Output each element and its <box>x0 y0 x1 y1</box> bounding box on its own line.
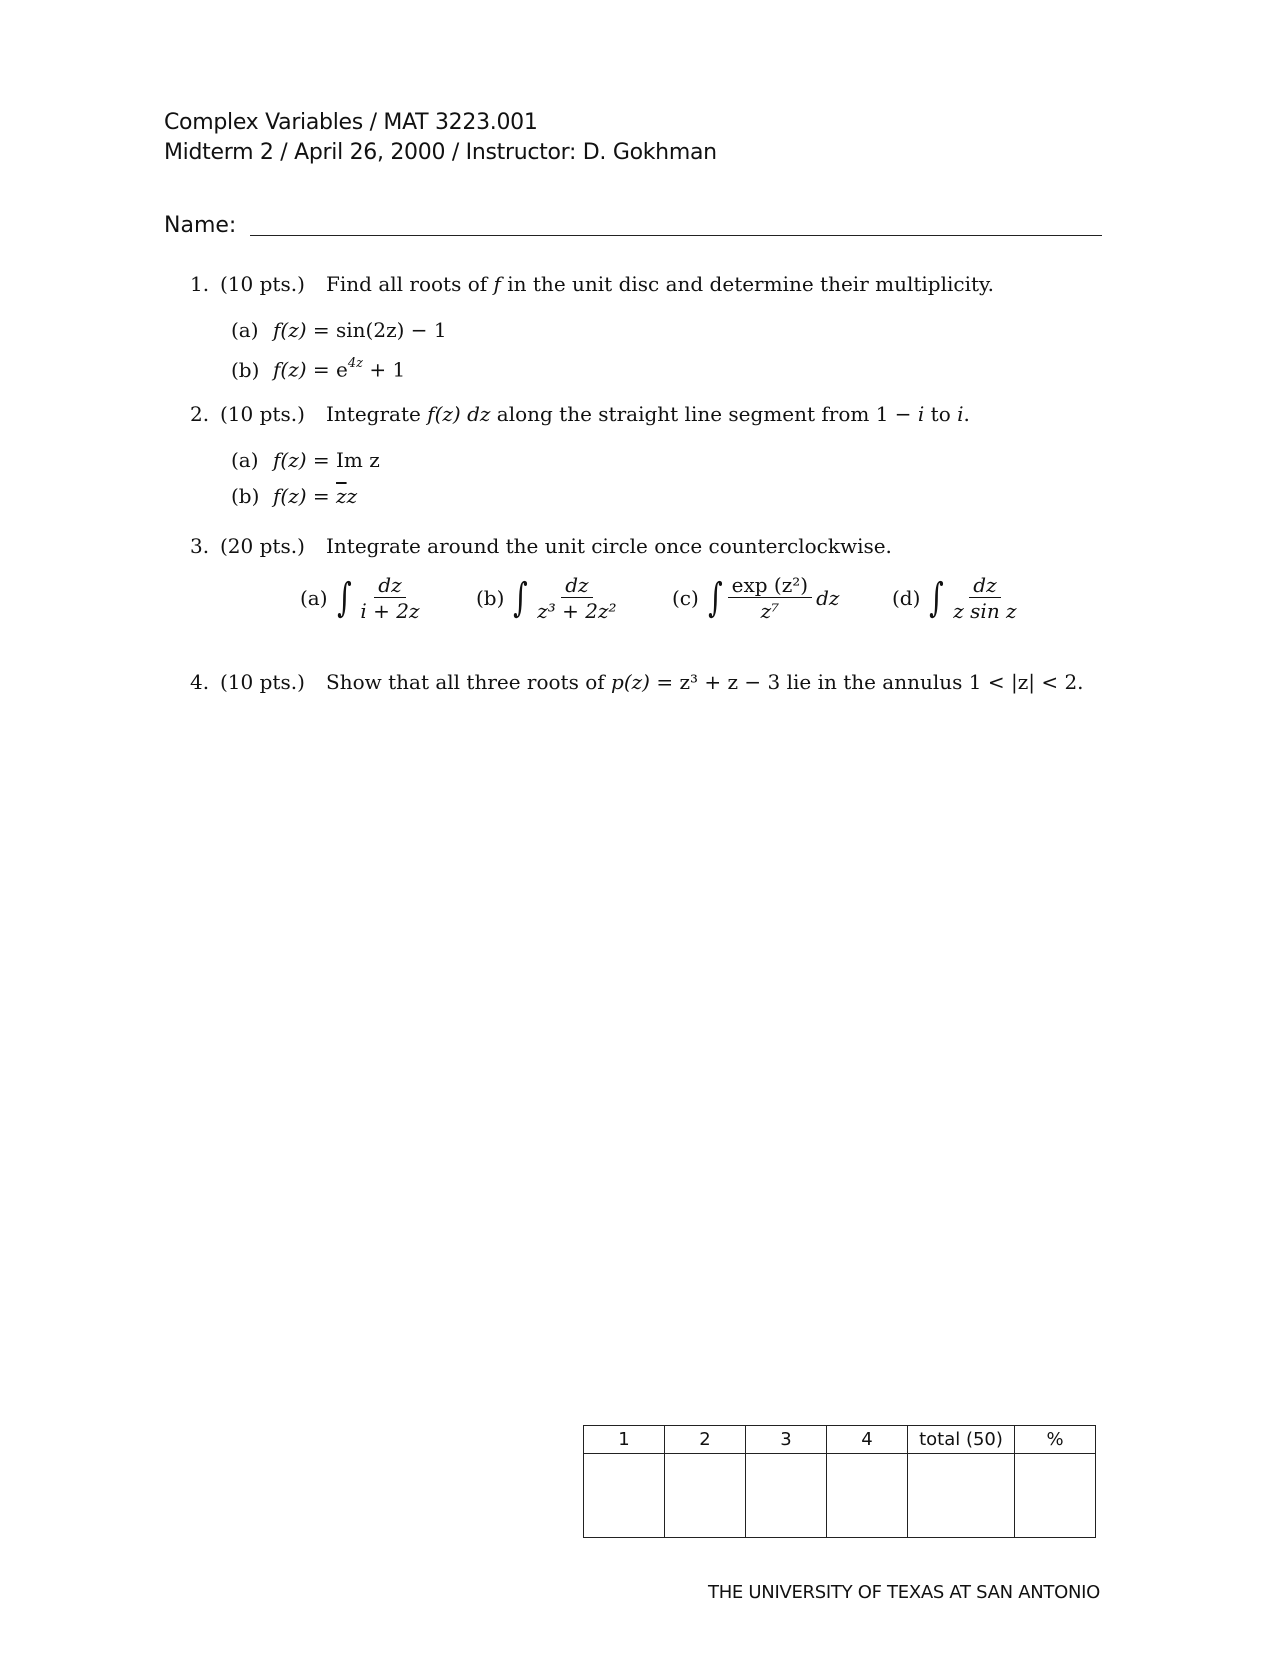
integral-b: (b) ∫ $\frac{dz}{\text{z³ + 2z²}}$ <box>476 574 621 622</box>
question-1a: (a) f(z) = sin(2z) − 1 <box>231 318 447 342</box>
question-2b: (b) $f(z) = \overline{z}z$ <box>231 484 358 508</box>
question-1: 1. (10 pts.) Find all roots of f in the unit disc and determine their multiplicity. <box>190 272 995 296</box>
integral-b-fraction: $\frac{dz}{\text{z³ + 2z²}}$ <box>537 573 617 623</box>
integral-c-fraction: $\frac{\text{exp (z²)}}{\text{z⁷}}$ <box>728 574 812 622</box>
score-box-1[interactable] <box>584 1454 665 1538</box>
question-1b: (b) $f(z) = e^{4z} + 1$ <box>231 356 406 382</box>
question-2-number: 2. <box>190 402 210 426</box>
question-2a: (a) f(z) = Im z <box>231 448 380 472</box>
score-table-entries <box>584 1454 1096 1538</box>
university-footer: THE UNIVERSITY OF TEXAS AT SAN ANTONIO <box>708 1582 1100 1603</box>
integral-sign-icon: ∫ <box>336 575 352 621</box>
score-box-2[interactable] <box>665 1454 746 1538</box>
score-box-percent[interactable] <box>1015 1454 1096 1538</box>
score-header-3: 3 <box>746 1426 827 1454</box>
integral-d-fraction: $\frac{dz}{\text{z sin z}}$ <box>953 573 1017 623</box>
score-box-3[interactable] <box>746 1454 827 1538</box>
integral-sign-icon: ∫ <box>513 575 529 621</box>
integral-sign-icon: ∫ <box>929 575 945 621</box>
course-title: Complex Variables / MAT 3223.001 <box>164 110 538 135</box>
name-label: Name: <box>164 213 237 238</box>
score-header-2: 2 <box>665 1426 746 1454</box>
integral-a: (a) ∫ $\frac{dz}{i + 2z}$ <box>300 574 424 622</box>
question-4: 4. (10 pts.) Show that all three roots of p(z) = z³ + z − 3 lie in the annulus 1 < |z| < 2. <box>190 670 1084 694</box>
question-3: 3. (20 pts.) Integrate around the unit circle once counterclockwise. <box>190 534 892 558</box>
score-box-4[interactable] <box>827 1454 908 1538</box>
name-field-line[interactable] <box>250 235 1102 236</box>
score-header-1: 1 <box>584 1426 665 1454</box>
question-2: 2. (10 pts.) Integrate f(z) dz along the straight line segment from 1 − i to i. <box>190 402 970 426</box>
integral-sign-icon: ∫ <box>707 575 723 621</box>
name-row <box>164 213 1102 243</box>
question-1-points: (10 pts.) <box>220 272 305 296</box>
question-3-points: (20 pts.) <box>220 534 305 558</box>
integral-c: (c) ∫ $\frac{\text{exp (z²)}}{\text{z⁷}}$ dz <box>672 573 840 623</box>
question-1-number: 1. <box>190 272 210 296</box>
score-table <box>583 1425 1096 1538</box>
exam-info: Midterm 2 / April 26, 2000 / Instructor: D. Gokhman <box>164 140 717 165</box>
integral-d: (d) ∫ $\frac{dz}{\text{z sin z}}$ <box>892 574 1021 622</box>
score-box-total[interactable] <box>908 1454 1015 1538</box>
score-table-header <box>584 1426 1096 1454</box>
score-header-4: 4 <box>827 1426 908 1454</box>
question-4-points: (10 pts.) <box>220 670 305 694</box>
question-4-number: 4. <box>190 670 210 694</box>
score-header-total: total (50) <box>908 1426 1015 1454</box>
score-header-percent: % <box>1015 1426 1096 1454</box>
integral-a-fraction: $\frac{dz}{i + 2z}$ <box>360 573 420 623</box>
exam-header <box>164 108 717 168</box>
question-3-number: 3. <box>190 534 210 558</box>
question-2-points: (10 pts.) <box>220 402 305 426</box>
